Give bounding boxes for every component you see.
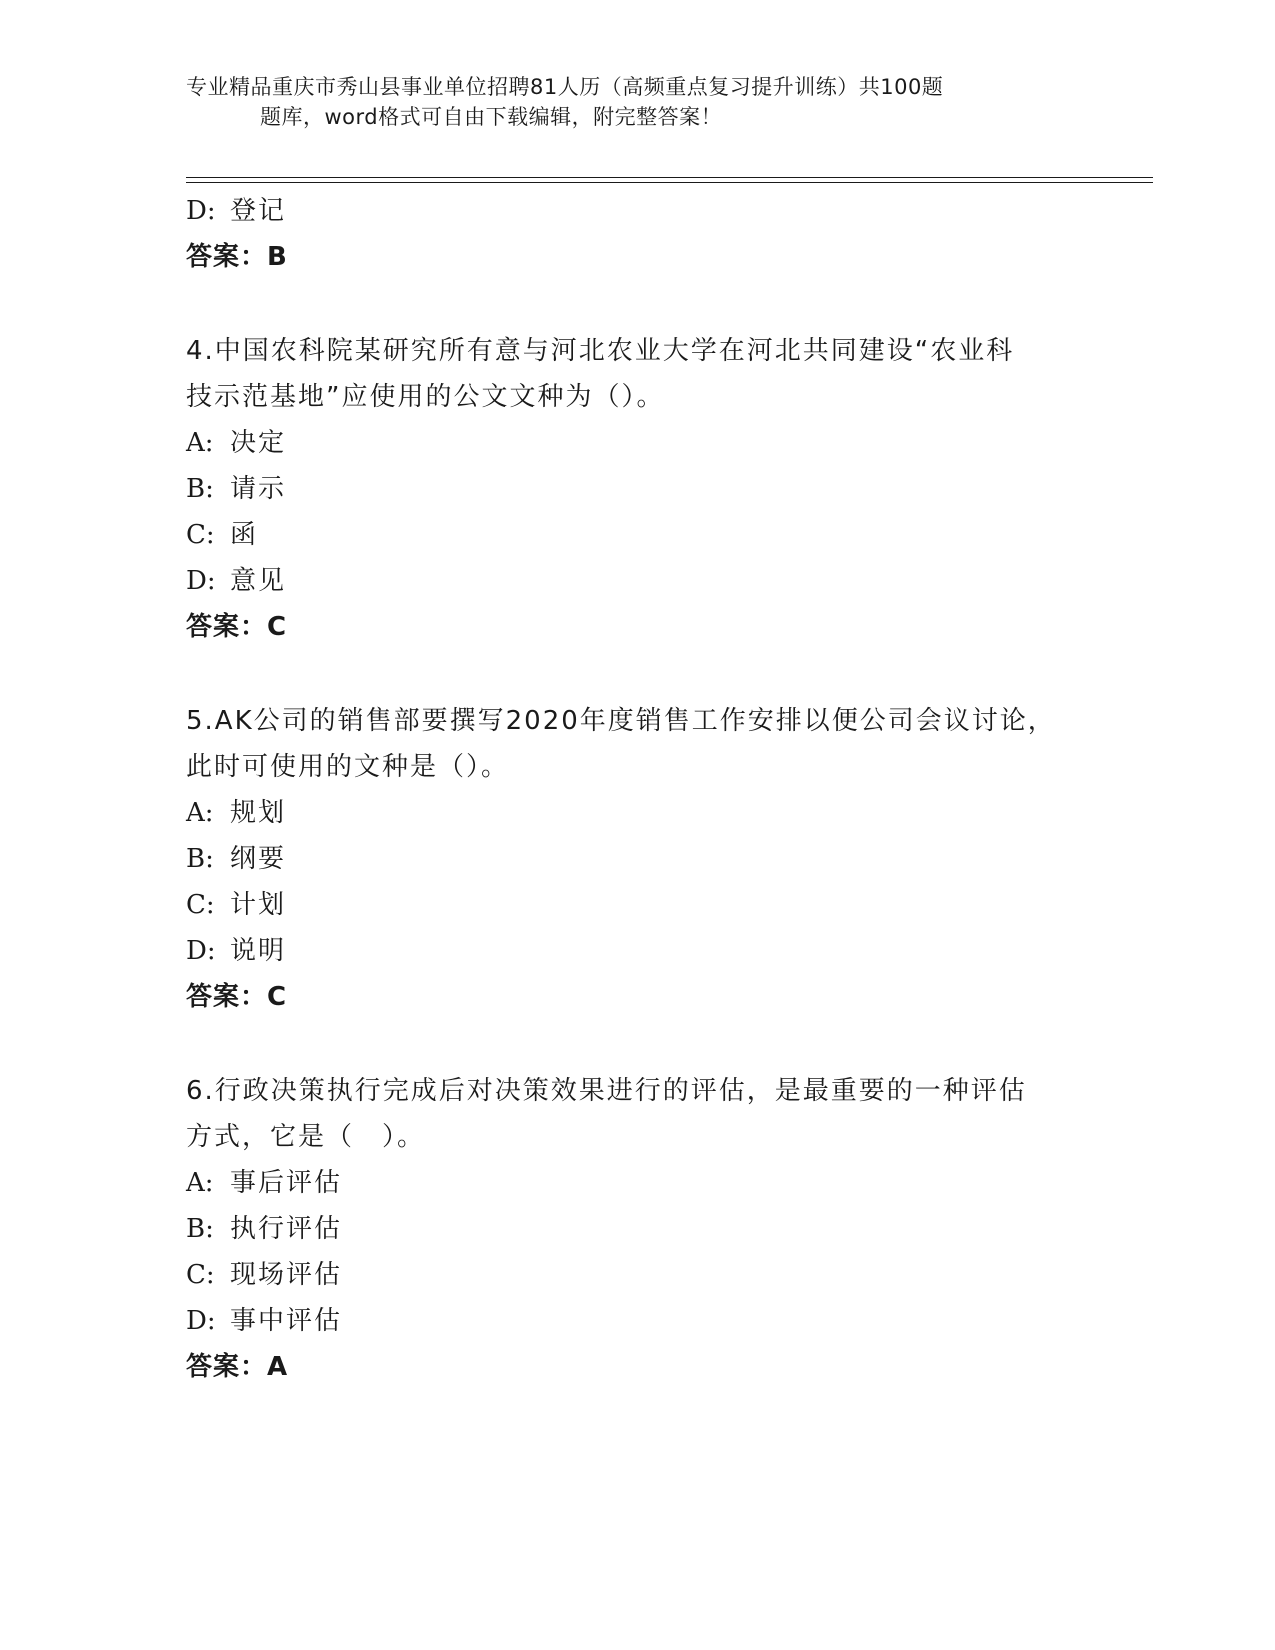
option-text: 请示 [230, 474, 287, 504]
question-4 [186, 328, 1086, 650]
option-text: 纲要 [230, 844, 287, 874]
option-text: 函 [230, 520, 259, 550]
option-letter: B: [186, 474, 214, 504]
option-text: 决定 [230, 428, 287, 458]
option-letter: C: [186, 1260, 215, 1290]
option-text: 事后评估 [230, 1168, 343, 1198]
answer-line: 答案：B [186, 242, 288, 272]
header-divider-top [186, 177, 1153, 178]
question-text-line-2: 方式，它是（ ）。 [186, 1122, 426, 1152]
answer-line: 答案：C [186, 612, 288, 642]
answer-line: 答案：A [186, 1352, 289, 1382]
option-text: 规划 [230, 798, 287, 828]
option-b [186, 1206, 1086, 1252]
page-header [186, 72, 1086, 132]
document-body [186, 188, 1086, 1390]
question-text-line-1: 6.行政决策执行完成后对决策效果进行的评估，是最重要的一种评估 [186, 1076, 1027, 1106]
header-title-line-1: 专业精品重庆市秀山县事业单位招聘81人历（高频重点复习提升训练）共100题 [186, 75, 944, 99]
option-letter: C: [186, 890, 215, 920]
option-letter: A: [186, 798, 214, 828]
question-text-line-2: 技示范基地”应使用的公文文种为（）。 [186, 382, 665, 412]
option-c [186, 512, 1086, 558]
option-d [186, 558, 1086, 604]
option-letter: D: [186, 566, 216, 596]
option-c [186, 882, 1086, 928]
option-letter: D: [186, 1306, 216, 1336]
option-a [186, 1160, 1086, 1206]
option-b [186, 836, 1086, 882]
option-d [186, 928, 1086, 974]
option-text: 计划 [230, 890, 287, 920]
question-text-line-1: 5.AK公司的销售部要撰写2020年度销售工作安排以便公司会议讨论， [186, 706, 1056, 736]
option-text: 登记 [230, 196, 287, 226]
option-text: 说明 [230, 936, 287, 966]
option-text: 意见 [230, 566, 287, 596]
option-text: 现场评估 [230, 1260, 343, 1290]
question-text-line-1: 4.中国农科院某研究所有意与河北农业大学在河北共同建设“农业科 [186, 336, 1015, 366]
option-a [186, 790, 1086, 836]
option-letter: C: [186, 520, 215, 550]
option-letter: D: [186, 196, 216, 226]
header-title-line-2: 题库，word格式可自由下载编辑，附完整答案！ [260, 105, 723, 129]
header-divider-bottom [186, 182, 1153, 183]
option-letter: B: [186, 1214, 214, 1244]
option-letter: A: [186, 428, 214, 458]
option-c [186, 1252, 1086, 1298]
option-b [186, 466, 1086, 512]
question-6 [186, 1068, 1086, 1390]
question-5 [186, 698, 1086, 1020]
option-d [186, 1298, 1086, 1344]
option-d [186, 188, 1086, 234]
option-letter: A: [186, 1168, 214, 1198]
option-text: 事中评估 [230, 1306, 343, 1336]
option-text: 执行评估 [230, 1214, 343, 1244]
option-letter: B: [186, 844, 214, 874]
question-text-line-2: 此时可使用的文种是（）。 [186, 752, 510, 782]
prev-question-tail [186, 188, 1086, 280]
option-a [186, 420, 1086, 466]
option-letter: D: [186, 936, 216, 966]
answer-line: 答案：C [186, 982, 288, 1012]
